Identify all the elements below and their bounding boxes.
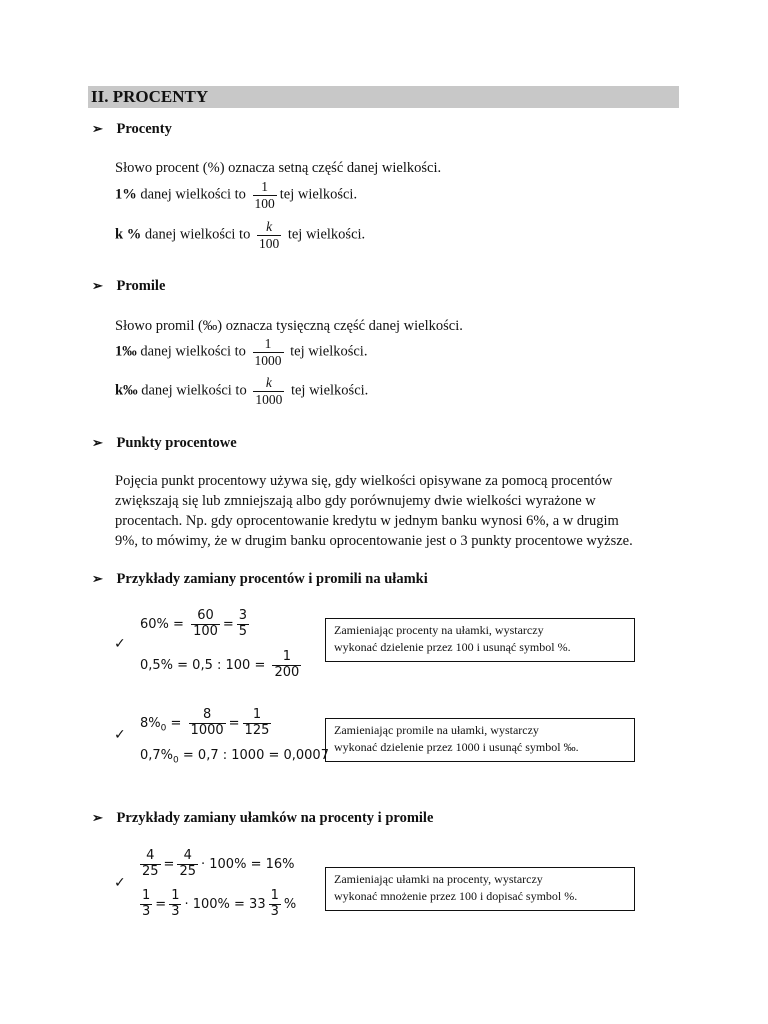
heading-przyklady-procentow: ➢ Przykłady zamiany procentów i promili na ułamki	[92, 571, 428, 587]
promil-line-1: 1‰ danej wielkości to $\frac{1}{1000}$ tej wielkości.	[115, 336, 368, 368]
arrow-bullet-icon: ➢	[92, 810, 103, 825]
checkmark-icon: ✓	[114, 727, 126, 743]
punkty-paragraph: Pojęcia punkt procentowy używa się, gdy wielkości opisywane za pomocą procentów zwiększają się lub zmniejszają albo gdy porównujemy dwie wielkości wyrażone w procentach. Np. gdy oprocentowanie kredytu w jednym banku wynosi 6%, a w drugim 9%, to mówimy, że w drugim banku oprocentowanie jest o 3 punkty procentowe wyższe.	[115, 473, 633, 549]
example-60-percent: 60% = $\frac{60}{100}$ = $\frac{3}{5}$	[140, 608, 248, 639]
checkmark-icon: ✓	[114, 636, 126, 652]
note-box-ulamki: Zamieniając ułamki na procenty, wystarczy wykonać mnożenie przez 100 i dopisać symbol %.	[325, 867, 635, 911]
arrow-bullet-icon: ➢	[92, 435, 103, 450]
checkmark-icon: ✓	[114, 875, 126, 891]
promil-line-2: k‰ danej wielkości to $\frac{k}{1000}$ tej wielkości.	[115, 375, 369, 407]
example-1-3: $\frac{1}{3}$ = $\frac{1}{3}$ · 100% = 33 $\frac{1}{3}$ %	[142, 888, 297, 919]
procent-line-1: 1% danej wielkości to $\frac{1}{100}$ tej wielkości.	[115, 179, 358, 211]
heading-promile: ➢ Promile	[92, 278, 166, 294]
fraction: $\frac{k}{100}$	[258, 219, 280, 251]
page-title: II. PROCENTY	[91, 87, 209, 106]
arrow-bullet-icon: ➢	[92, 121, 103, 136]
example-0-7-promil: $0,7\%_0 = 0,7$ : 1000 = 0,0007	[140, 748, 329, 766]
example-4-25: $\frac{4}{25}$ = $\frac{4}{25}$ · 100% = 16%	[142, 848, 295, 879]
procent-line-2: k % danej wielkości to $\frac{k}{100}$ tej wielkości.	[115, 219, 366, 251]
note-box-promile: Zamieniając promile na ułamki, wystarczy wykonać dzielenie przez 1000 i usunąć symbol ‰.	[325, 718, 635, 762]
section-header-bar	[88, 86, 679, 108]
heading-procenty: ➢ Procenty	[92, 121, 172, 137]
definition-promil: Słowo promil (‰) oznacza tysięczną część danej wielkości.	[115, 318, 463, 334]
note-box-procenty: Zamieniając procenty na ułamki, wystarczy wykonać dzielenie przez 100 i usunąć symbol %.	[325, 618, 635, 662]
example-8-promil: $8\%_0$ = $\frac{8}{1000}$ = $\frac{1}{125}$	[140, 707, 270, 738]
arrow-bullet-icon: ➢	[92, 571, 103, 586]
fraction: $\frac{1}{100}$	[254, 179, 275, 211]
heading-punkty-procentowe: ➢ Punkty procentowe	[92, 435, 237, 451]
heading-przyklady-ulamkow: ➢ Przykłady zamiany ułamków na procenty i promile	[92, 810, 434, 826]
example-0-5-percent: 0,5% = 0,5 : 100 = $\frac{1}{200}$	[140, 649, 300, 680]
fraction: $\frac{1}{1000}$	[254, 336, 282, 368]
fraction: $\frac{k}{1000}$	[255, 375, 283, 407]
definition-procent: Słowo procent (%) oznacza setną część danej wielkości.	[115, 160, 442, 176]
arrow-bullet-icon: ➢	[92, 278, 103, 293]
